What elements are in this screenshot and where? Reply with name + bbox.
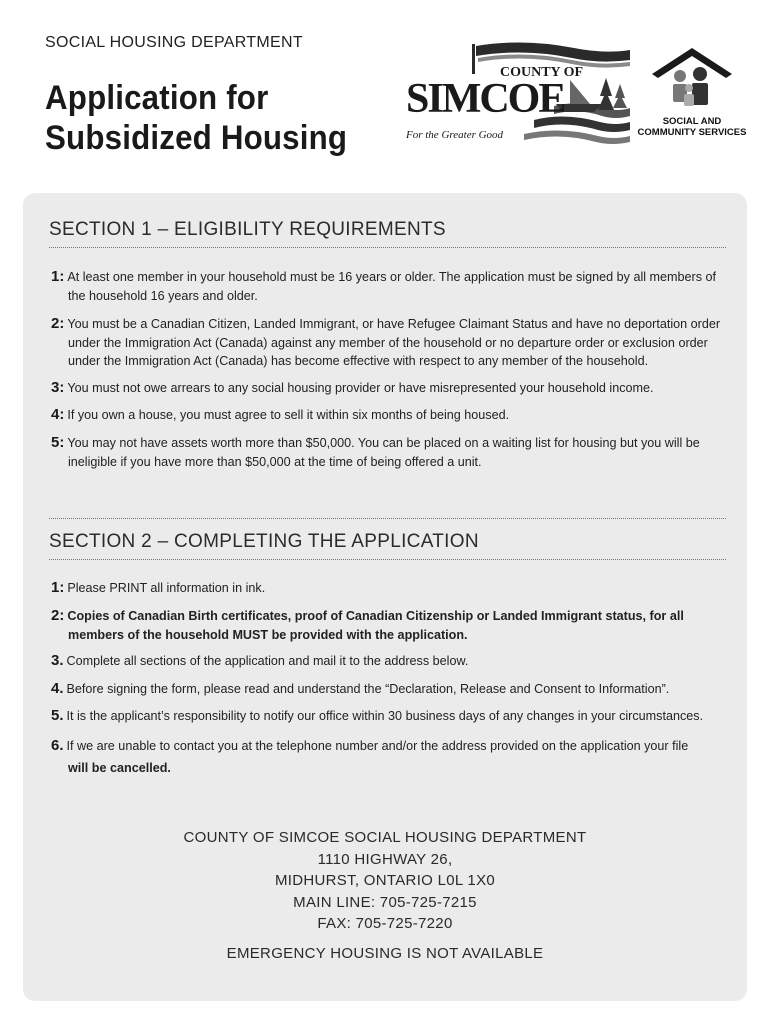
address-line-3: MIDHURST, ONTARIO L0L 1X0 (274, 872, 496, 889)
section-2-item (51, 680, 732, 699)
section-1-heading: SECTION 1 – ELIGIBILITY REQUIREMENTS (49, 219, 726, 248)
item-text: You must not owe arrears to any social housing provider or have misrepresented your household income. (67, 381, 654, 395)
item-number: 4: (51, 406, 65, 423)
item-number: 2: (51, 315, 65, 332)
item-text-bold: will be cancelled. (68, 761, 171, 775)
section-divider (49, 518, 726, 519)
social-community-services-logo (636, 44, 748, 144)
section-1-item (51, 315, 732, 371)
item-number: 2: (51, 607, 65, 624)
item-text: It is the applicant’s responsibility to notify our office within 30 business days of any changes in your circumstances. (66, 709, 704, 723)
title-line-1: Application for (45, 79, 269, 117)
house-people-icon (636, 44, 748, 116)
item-text: Copies of Canadian Birth certificates, proof of Canadian Citizenship or Landed Immigrant status, for all members of the household MUST be provided with the application. (67, 609, 684, 642)
item-number: 3: (51, 379, 65, 396)
scs-line-2: COMMUNITY SERVICES (637, 127, 747, 138)
logo-simcoe-text: SIMCOE (406, 76, 565, 122)
county-of-simcoe-logo (404, 40, 636, 152)
item-number: 4. (51, 680, 64, 697)
section-2-item (51, 652, 732, 671)
section-2-item (51, 707, 732, 726)
logo-county-of-text: COUNTY OF (500, 65, 584, 80)
department-label: SOCIAL HOUSING DEPARTMENT (45, 34, 303, 51)
section-2-heading: SECTION 2 – COMPLETING THE APPLICATION (49, 531, 726, 560)
section-2-item (51, 735, 732, 779)
item-text: You may not have assets worth more than $50,000. You can be placed on a waiting list for housing but you will be ineligible if you have more than $50,000 at the time of being offered a unit. (67, 436, 700, 469)
address-block (23, 827, 747, 964)
section-1-item (51, 379, 732, 398)
item-text: If you own a house, you must agree to sell it within six months of being housed. (67, 408, 510, 422)
section-1-item (51, 268, 732, 305)
item-number: 1: (51, 579, 65, 596)
item-text: Complete all sections of the application and mail it to the address below. (66, 654, 469, 668)
section-2-item (51, 607, 732, 644)
item-text: Before signing the form, please read and understand the “Declaration, Release and Consent to Information”. (66, 682, 670, 696)
address-line-2: 1110 HIGHWAY 26, (317, 850, 453, 868)
item-text: If we are unable to contact you at the telephone number and/or the address provided on the application your file (66, 739, 689, 753)
scs-line-1: SOCIAL AND (662, 116, 722, 127)
title-line-2: Subsidized Housing (45, 119, 348, 157)
page-title (45, 78, 347, 158)
address-line-1: COUNTY OF SIMCOE SOCIAL HOUSING DEPARTMENT (183, 829, 587, 846)
fax-number: FAX: 705-725-7220 (317, 915, 453, 932)
logo-tagline-text: For the Greater Good (406, 129, 504, 141)
item-number: 5. (51, 707, 64, 724)
item-text: You must be a Canadian Citizen, Landed Immigrant, or have Refugee Claimant Status and have no deportation order under the Immigration Act (Canada) against any member of the household or no departure order or exclusion order under the Immigration Act (Canada) has become effective with respect to any member of the household. (67, 317, 721, 368)
section-1-item (51, 406, 732, 425)
emergency-notice: EMERGENCY HOUSING IS NOT AVAILABLE (226, 944, 544, 962)
item-number: 6. (51, 737, 64, 754)
section-2-item (51, 579, 732, 598)
item-number: 3. (51, 652, 64, 669)
item-text: At least one member in your household must be 16 years or older. The application must be signed by all members of the household 16 years and older. (67, 270, 717, 303)
item-number: 1: (51, 268, 65, 285)
item-text: Please PRINT all information in ink. (67, 581, 266, 595)
main-line-phone: MAIN LINE: 705-725-7215 (293, 893, 477, 911)
item-number: 5: (51, 434, 65, 451)
content-panel (23, 193, 747, 1001)
section-1-item (51, 434, 732, 471)
